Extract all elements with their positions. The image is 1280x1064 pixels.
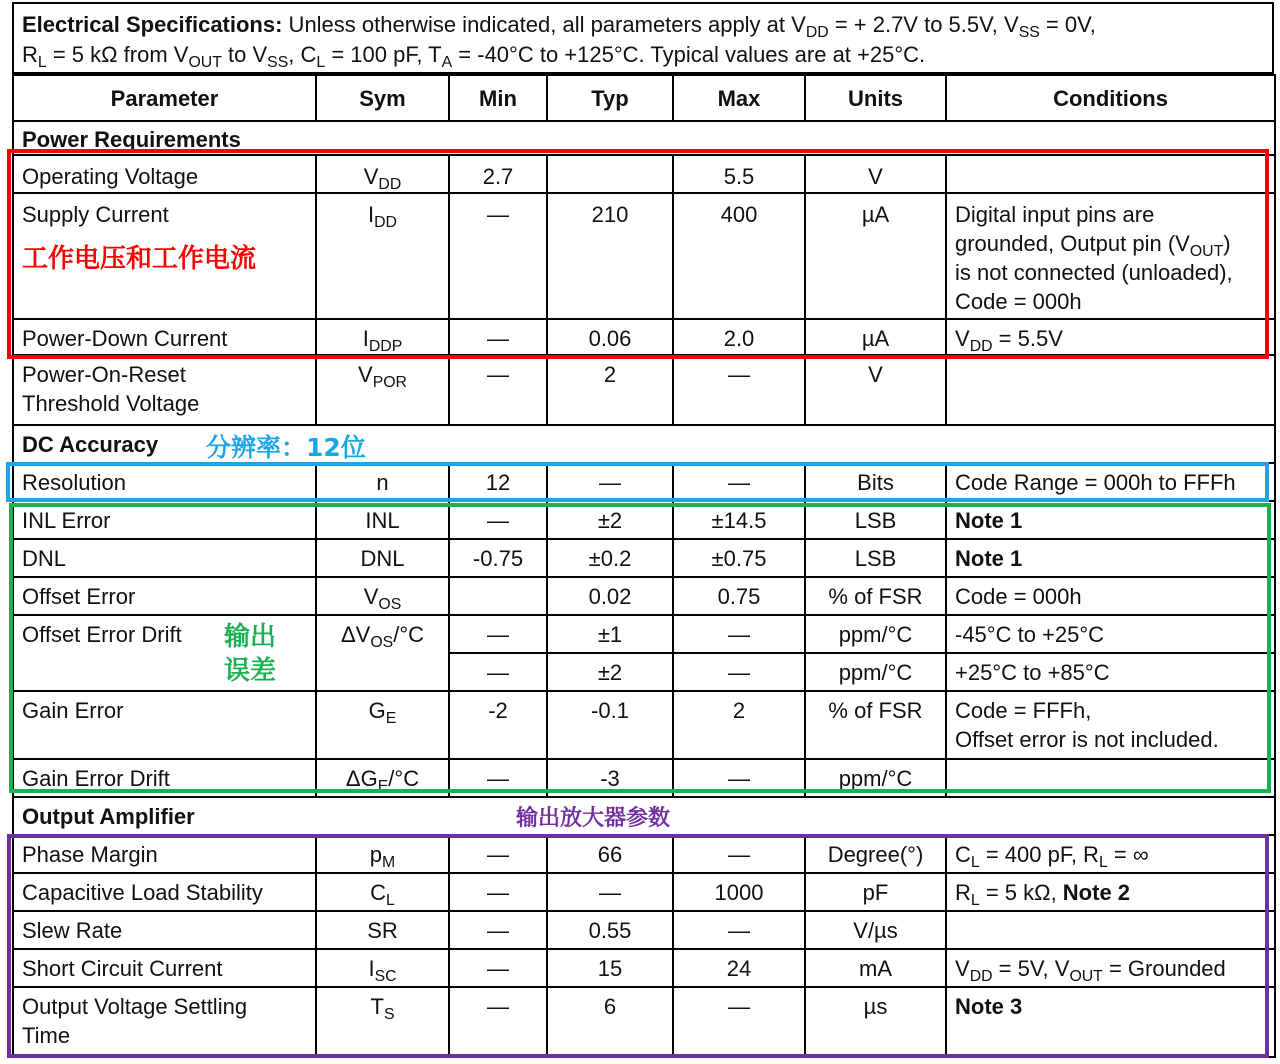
- table-row: Output Voltage Settling Time $T_S$ — 6 — µs Note 3: [13, 987, 1275, 1057]
- section-power: Power Requirements: [13, 121, 1275, 155]
- col-typ: Typ: [547, 75, 673, 121]
- error-annotation: 输出 误差: [224, 622, 277, 686]
- table-row: Short Circuit Current $I_{SC}$ — 15 24 mA $V_{DD} = 5V$, $V_{OUT}$ = Grounded: [13, 949, 1275, 987]
- spec-table: [12, 74, 1276, 1058]
- section-row: [13, 121, 1275, 155]
- col-conditions: Conditions: [946, 75, 1275, 121]
- table-row: Power-Down Current $I_{DDP}$ — 0.06 2.0 µA $V_{DD} = 5.5V$: [13, 319, 1275, 355]
- table-row: — ±2 — ppm/°C +25°C to +85°C: [13, 653, 1275, 691]
- col-sym: Sym: [316, 75, 449, 121]
- table-row: INL Error INL — ±2 ±14.5 LSB Note 1: [13, 501, 1275, 539]
- table-row: Operating Voltage $V_{DD}$ 2.7 5.5 V: [13, 155, 1275, 193]
- table-row: Resolution n 12 — — Bits Code Range = 000h to FFFh: [13, 463, 1275, 501]
- col-units: Units: [805, 75, 946, 121]
- table-row: Capacitive Load Stability $C_L$ — — 1000 pF $R_L = 5$ kΩ, Note 2: [13, 873, 1275, 911]
- col-max: Max: [673, 75, 805, 121]
- table-row: Gain Error $G_E$ -2 -0.1 2 % of FSR Code = FFFh, Offset error is not included.: [13, 691, 1275, 759]
- resolution-annotation: 分辨率：12位: [206, 433, 366, 462]
- conditions-note: Electrical Specifications: Unless otherwise indicated, all parameters apply at $V_{DD}$ = + 2.7V to 5.5V, $V_{SS} = 0V$, $R_L = 5$ kΩ from $V_{OUT}$ to $V_{SS}$, $C_L = 100$ pF, $T_A = -40^\circ C$ to +125°C. Typical values are at +25°C.: [12, 2, 1274, 74]
- spec-table-wrapper: [12, 2, 1274, 1057]
- table-row: Phase Margin $p_M$ — 66 — Degree(°) $C_L = 400$ pF, $R_L$ = ∞: [13, 835, 1275, 873]
- header-row: [13, 75, 1275, 121]
- power-annotation: 工作电压和工作电流: [22, 244, 257, 274]
- table-row: Supply Current $I_{DD}$ — 210 400 µA Digital input pins are grounded, Output pin $(V_{OUT})$ is not connected (unloaded), Code = 000h: [13, 193, 1275, 319]
- section-dc: DC Accuracy: [13, 425, 1275, 463]
- table-row: DNL DNL -0.75 ±0.2 ±0.75 LSB Note 1: [13, 539, 1275, 577]
- table-row: Power-On-Reset Threshold Voltage $V_{POR}$ — 2 — V: [13, 355, 1275, 425]
- section-row: [13, 425, 1275, 463]
- table-row: Slew Rate SR — 0.55 — V/µs: [13, 911, 1275, 949]
- amplifier-annotation: 输出放大器参数: [516, 806, 671, 831]
- col-min: Min: [449, 75, 547, 121]
- col-parameter: Parameter: [13, 75, 316, 121]
- table-row: Offset Error $V_{OS}$ 0.02 0.75 % of FSR Code = 000h: [13, 577, 1275, 615]
- table-row: Gain Error Drift $\Delta G_E/^\circ C$ — -3 — ppm/°C: [13, 759, 1275, 797]
- section-output: Output Amplifier: [13, 797, 1275, 835]
- table-row: Offset Error Drift $\Delta V_{OS}/^\circ C$ — ±1 — ppm/°C -45°C to +25°C: [13, 615, 1275, 653]
